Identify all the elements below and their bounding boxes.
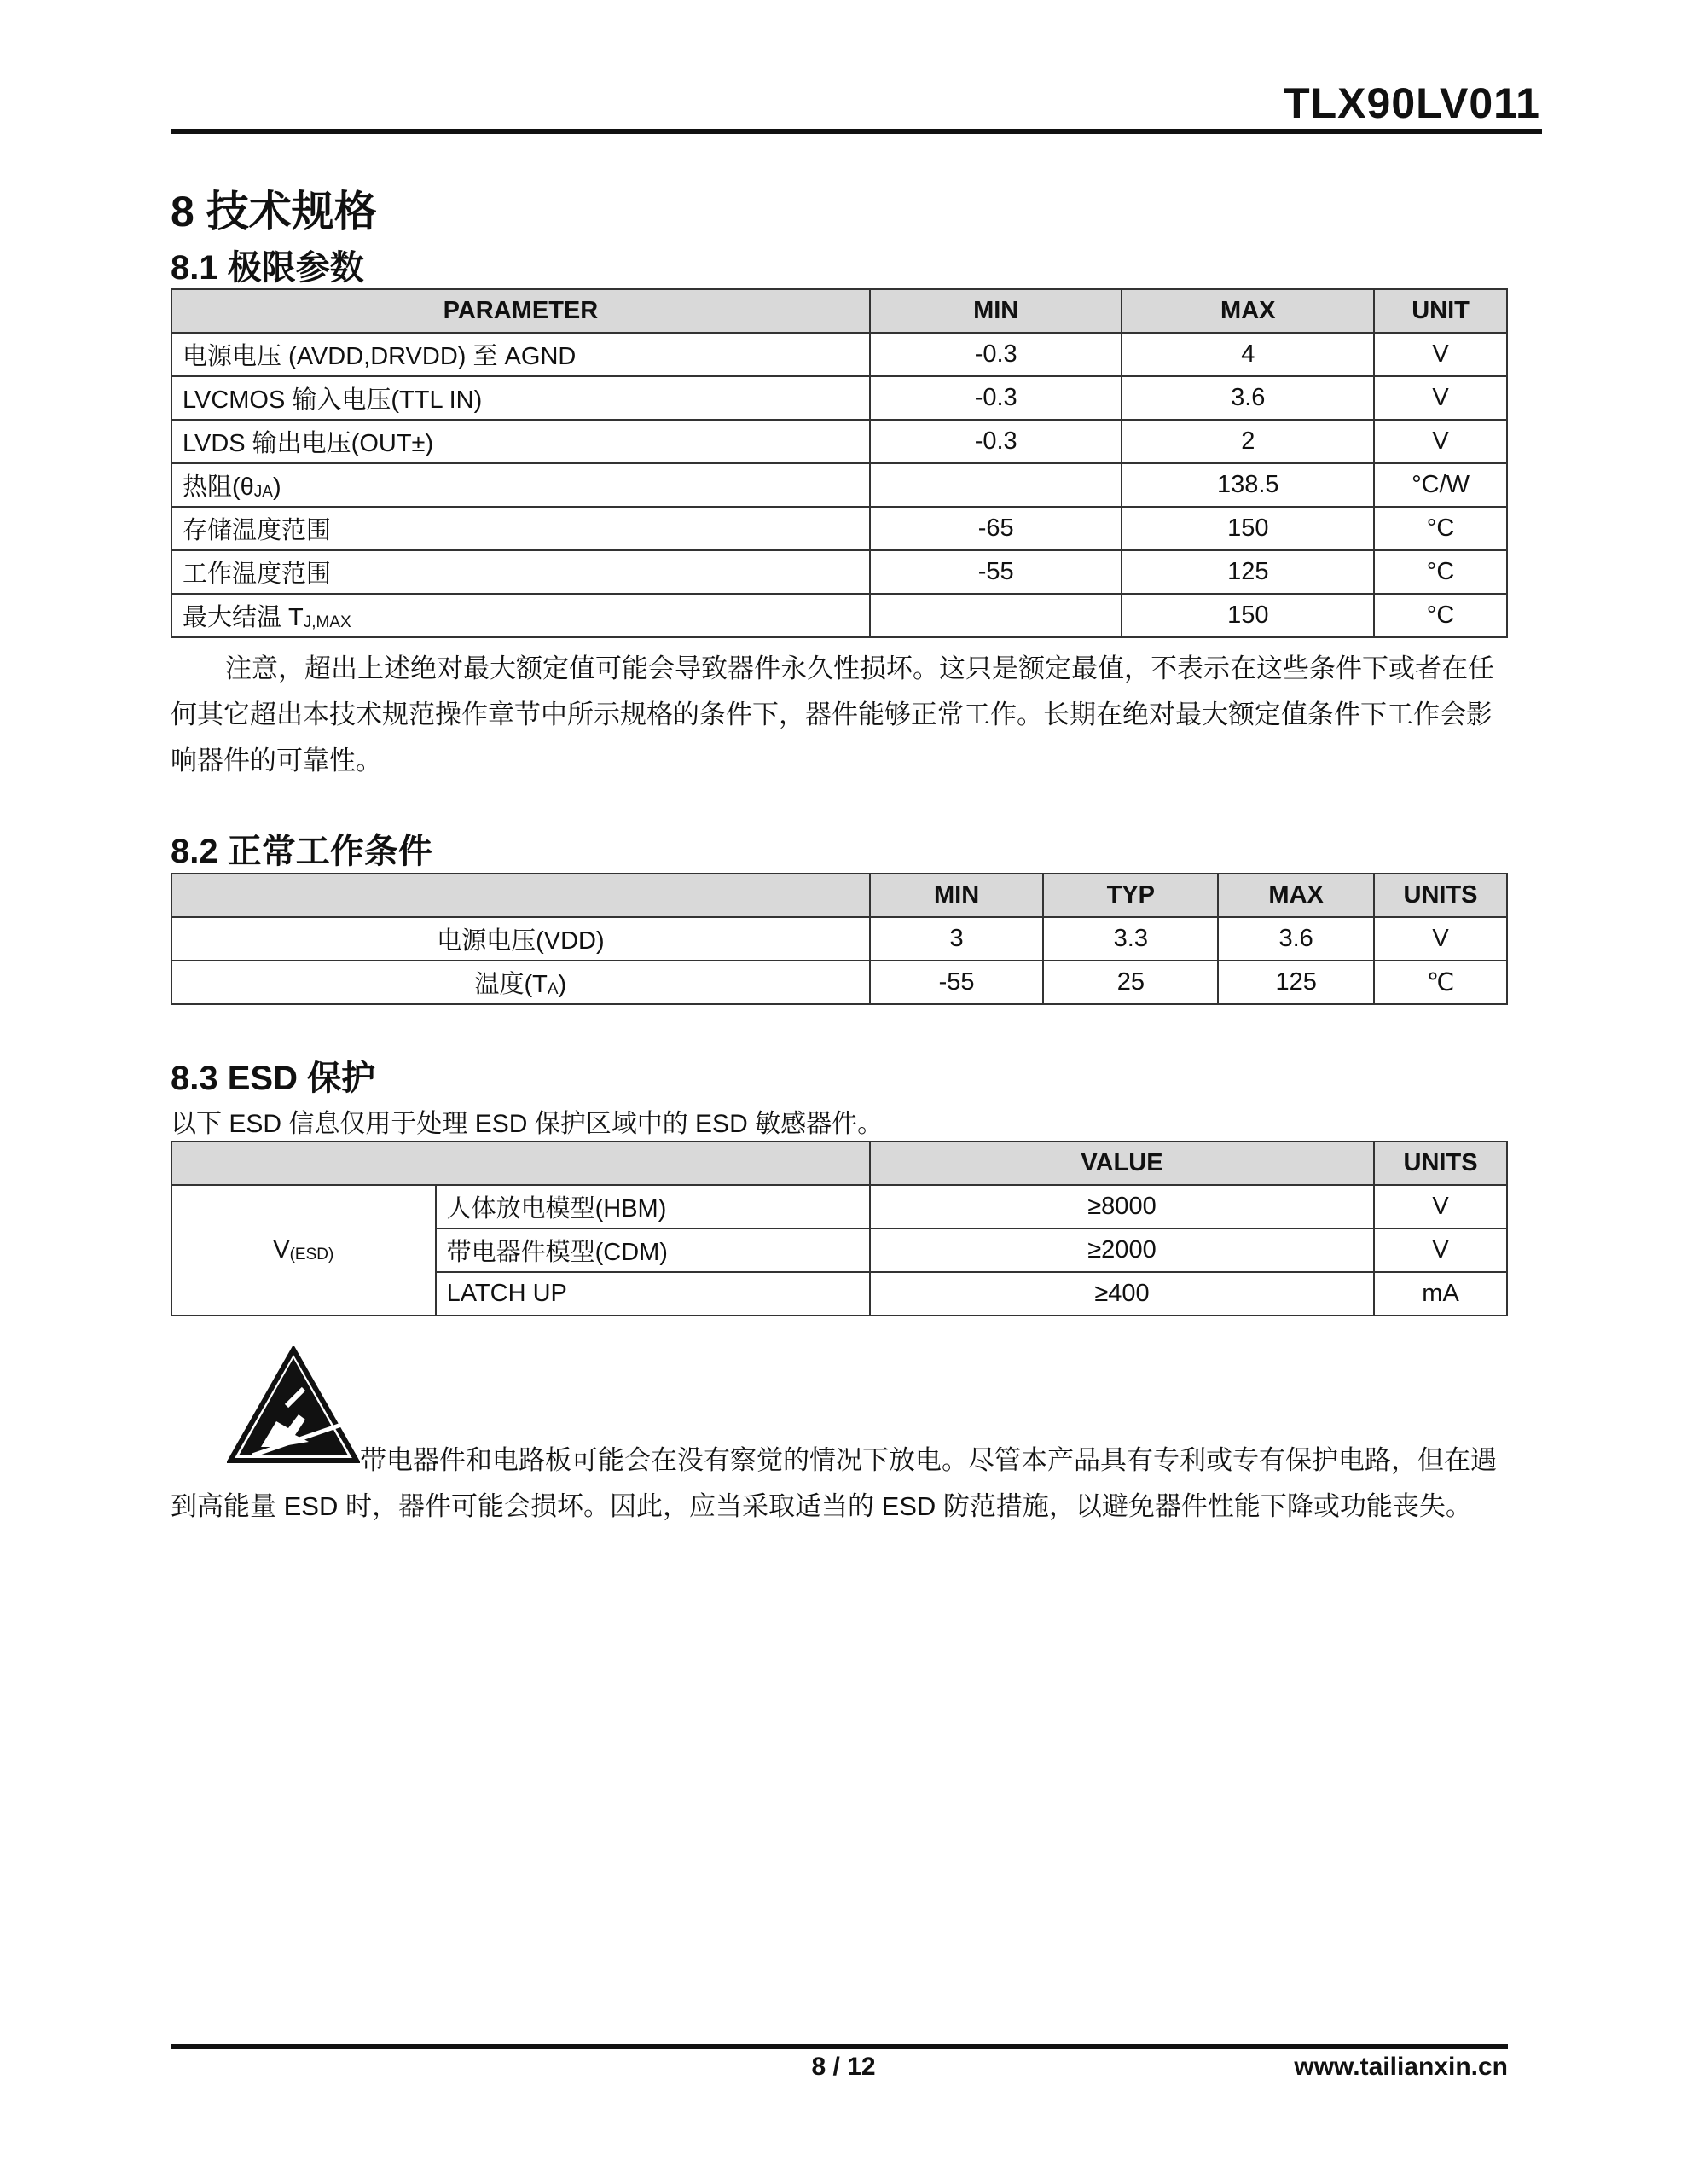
col-header: UNIT (1374, 289, 1507, 333)
esd-table (171, 1141, 1508, 1316)
min-cell: -0.3 (870, 376, 1122, 420)
min-cell: -55 (870, 550, 1122, 594)
min-cell (870, 594, 1122, 637)
unit-cell: V (1374, 376, 1507, 420)
max-cell: 2 (1122, 420, 1374, 463)
esd-warning-text: 带电器件和电路板可能会在没有察觉的情况下放电。尽管本产品具有专利或专有保护电路，但在遇到高能量 ESD 时，器件可能会损坏。因此，应当采取适当的 ESD 防范措施，以避免器件性能下降或功能丧失。 (171, 1445, 1497, 1521)
section-82-title: 8.2 正常工作条件 (171, 833, 432, 870)
min-cell (870, 463, 1122, 507)
unit-cell: °C/W (1374, 463, 1507, 507)
unit-cell: V (1374, 1185, 1507, 1228)
document-id: TLX90LV011 (1284, 79, 1540, 127)
max-cell: 150 (1122, 507, 1374, 550)
min-cell: -65 (870, 507, 1122, 550)
table-row (171, 463, 1507, 507)
max-cell: 3.6 (1122, 376, 1374, 420)
unit-cell: V (1374, 917, 1507, 961)
col-header: MAX (1218, 874, 1374, 917)
operating-conditions-table (171, 873, 1508, 1005)
table-row (171, 333, 1507, 376)
max-cell: 125 (1122, 550, 1374, 594)
param-cell: LVCMOS 输入电压(TTL IN) (171, 376, 870, 420)
param-cell: 工作温度范围 (171, 550, 870, 594)
col-header: UNITS (1374, 874, 1507, 917)
unit-cell: °C (1374, 507, 1507, 550)
unit-cell: V (1374, 333, 1507, 376)
table-row (171, 507, 1507, 550)
header-rule (171, 129, 1542, 134)
col-header: VALUE (870, 1141, 1374, 1185)
table-row (171, 961, 1507, 1004)
model-cell: LATCH UP (436, 1272, 870, 1316)
table-row (171, 917, 1507, 961)
min-cell: 3 (870, 917, 1044, 961)
model-cell: 带电器件模型(CDM) (436, 1228, 870, 1272)
col-header: UNITS (1374, 1141, 1507, 1185)
unit-cell: V (1374, 420, 1507, 463)
param-cell: 电源电压 (AVDD,DRVDD) 至 AGND (171, 333, 870, 376)
col-header (171, 874, 870, 917)
table-header-row (171, 874, 1507, 917)
unit-cell: °C (1374, 594, 1507, 637)
value-cell: ≥2000 (870, 1228, 1374, 1272)
esd-symbol-cell: $V_{(ESD)}$ (171, 1185, 436, 1316)
esd-intro: 以下 ESD 信息仅用于处理 ESD 保护区域中的 ESD 敏感器件。 (171, 1110, 884, 1138)
page-number: 8 / 12 (811, 2053, 876, 2081)
param-cell: LVDS 输出电压(OUT±) (171, 420, 870, 463)
section-81-title: 8.1 极限参数 (171, 249, 364, 287)
col-header: TYP (1043, 874, 1218, 917)
min-cell: -0.3 (870, 420, 1122, 463)
table-row (171, 550, 1507, 594)
table-header-row (171, 289, 1507, 333)
col-header: PARAMETER (171, 289, 870, 333)
unit-cell: mA (1374, 1272, 1507, 1316)
max-cell: 4 (1122, 333, 1374, 376)
absolute-max-note: 注意，超出上述绝对最大额定值可能会导致器件永久性损坏。这只是额定最值，不表示在这些条件下或者在任何其它超出本技术规范操作章节中所示规格的条件下，器件能够正常工作。长期在绝对最大额定值条件下工作会影响器件的可靠性。 (171, 653, 1494, 775)
value-cell: ≥400 (870, 1272, 1374, 1316)
max-cell: 150 (1122, 594, 1374, 637)
table-header-row (171, 1141, 1507, 1185)
absolute-max-table (171, 288, 1508, 638)
table-row (171, 1185, 1507, 1228)
col-header (171, 1141, 870, 1185)
unit-cell: °C (1374, 550, 1507, 594)
col-header: MAX (1122, 289, 1374, 333)
param-cell: 最大结温 $T_{J,MAX}$ (171, 594, 870, 637)
param-cell: 热阻$(\theta_{JA})$ (171, 463, 870, 507)
unit-cell: V (1374, 1228, 1507, 1272)
max-cell: 138.5 (1122, 463, 1374, 507)
table-row (171, 420, 1507, 463)
param-cell: 电源电压(VDD) (171, 917, 870, 961)
section-83-title: 8.3 ESD 保护 (171, 1060, 376, 1097)
table-row (171, 376, 1507, 420)
param-cell: 存储温度范围 (171, 507, 870, 550)
min-cell: -0.3 (870, 333, 1122, 376)
footer-rule (171, 2044, 1508, 2049)
max-cell: 3.6 (1218, 917, 1374, 961)
param-cell: 温度$(T_A)$ (171, 961, 870, 1004)
footer-website: www.tailianxin.cn (1294, 2053, 1508, 2081)
unit-cell: ℃ (1374, 961, 1507, 1004)
typ-cell: 25 (1043, 961, 1218, 1004)
value-cell: ≥8000 (870, 1185, 1374, 1228)
model-cell: 人体放电模型(HBM) (436, 1185, 870, 1228)
section-title: 8 技术规格 (171, 188, 377, 235)
max-cell: 125 (1218, 961, 1374, 1004)
col-header: MIN (870, 874, 1044, 917)
table-row (171, 594, 1507, 637)
col-header: MIN (870, 289, 1122, 333)
typ-cell: 3.3 (1043, 917, 1218, 961)
min-cell: -55 (870, 961, 1044, 1004)
